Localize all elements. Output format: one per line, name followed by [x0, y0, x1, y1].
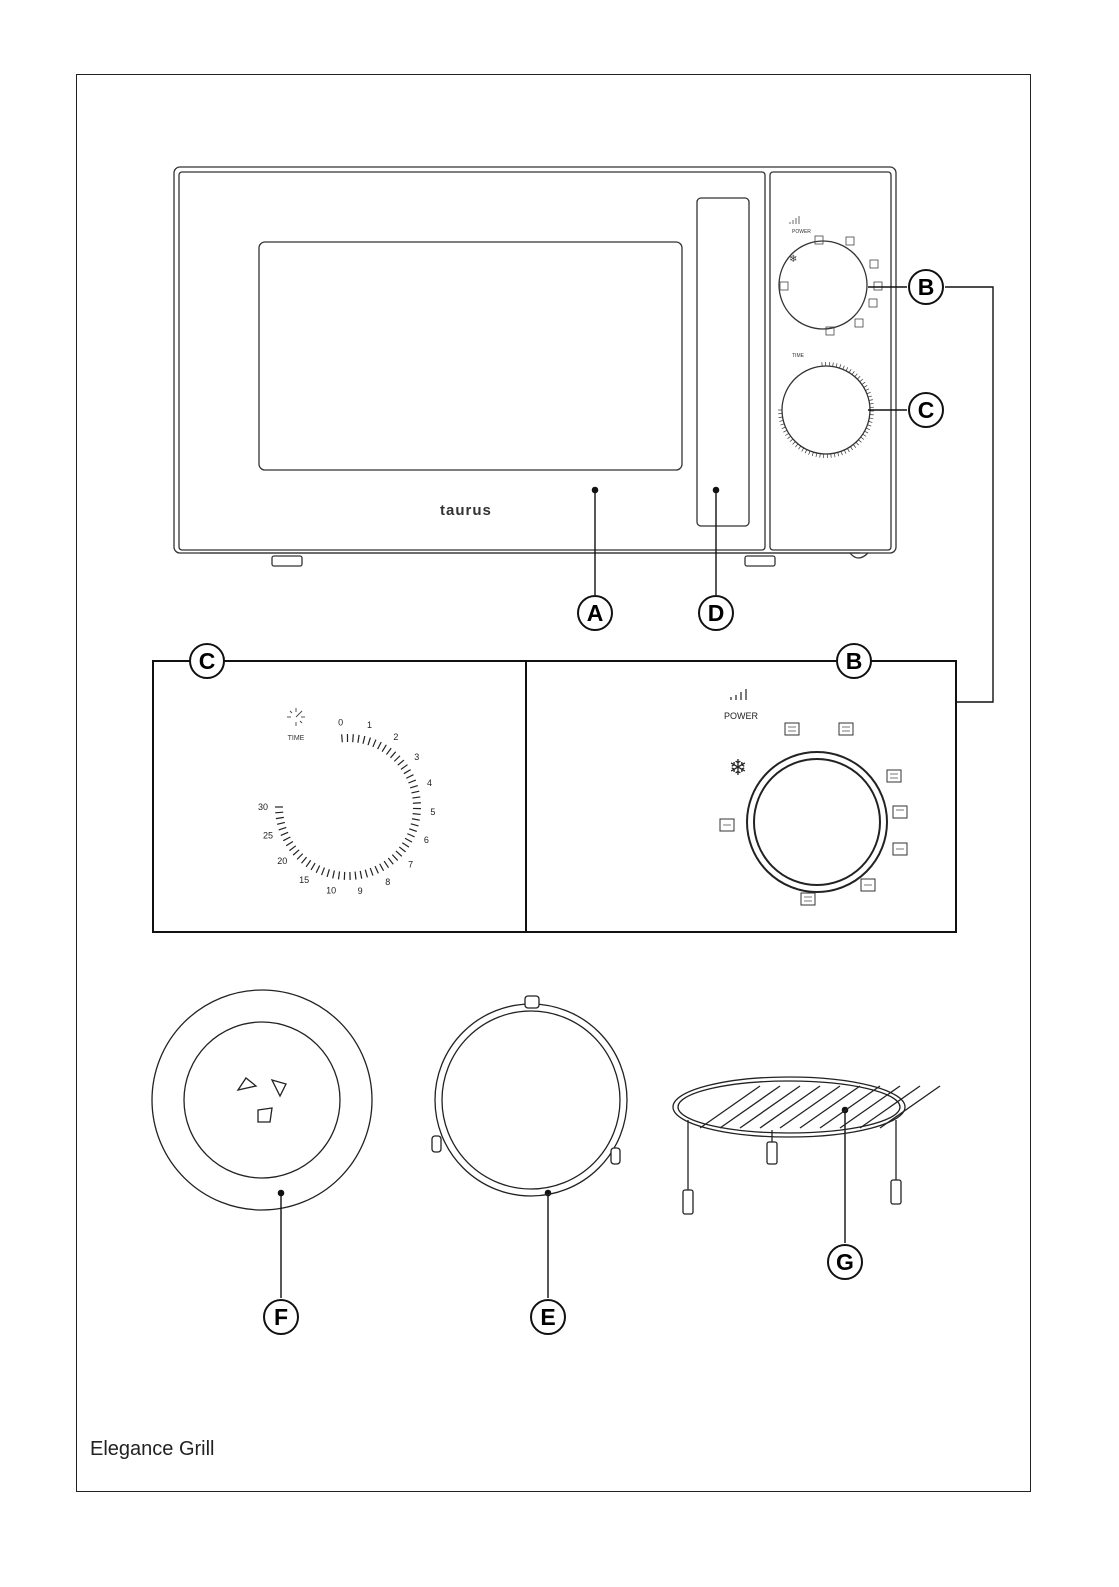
timer-tick — [858, 440, 861, 443]
svg-text:C: C — [917, 397, 935, 423]
timer-tick — [368, 738, 370, 746]
door-window — [259, 242, 682, 470]
callout-a — [578, 596, 612, 630]
timer-tick — [847, 448, 849, 451]
timer-tick — [297, 854, 303, 860]
svg-text:D: D — [707, 600, 725, 626]
callout-b-panel — [837, 644, 871, 678]
timer-tick — [373, 740, 376, 747]
timer-tick — [802, 448, 804, 451]
timer-scale-number: 7 — [408, 859, 414, 870]
timer-tick — [281, 832, 288, 835]
timer-tick — [360, 871, 362, 879]
timer-tick — [322, 868, 325, 875]
timer-tick — [342, 734, 343, 742]
small-timer-ticks — [778, 362, 874, 458]
model-name: Elegance Grill — [90, 1438, 215, 1460]
timer-tick — [276, 817, 284, 818]
callout-f — [264, 1300, 298, 1334]
callout-d — [699, 596, 733, 630]
small-power-label: POWER — [792, 229, 811, 235]
timer-tick — [392, 855, 397, 861]
timer-tick — [783, 430, 787, 432]
svg-text:F: F — [273, 1304, 289, 1330]
timer-scale-number: 30 — [257, 802, 269, 812]
timer-tick — [399, 847, 405, 852]
timer-tick — [867, 425, 871, 426]
roller-ring — [432, 996, 627, 1196]
timer-scale-number: 1 — [366, 719, 372, 730]
timer-tick — [852, 371, 854, 374]
timer-tick — [787, 436, 790, 438]
timer-scale-number: 25 — [262, 830, 273, 841]
timer-tick — [863, 434, 866, 436]
timer-tick — [311, 863, 315, 870]
timer-tick — [404, 770, 411, 774]
timer-tick — [798, 446, 800, 449]
timer-tick — [867, 392, 871, 393]
combi-mode-icon — [801, 893, 815, 905]
timer-tick — [411, 824, 419, 826]
timer-tick — [279, 827, 287, 830]
timer-tick — [394, 756, 400, 762]
timer-scale-number: 6 — [423, 835, 429, 846]
svg-text:B: B — [845, 648, 863, 674]
timer-tick — [865, 431, 869, 433]
timer-scale-number: 5 — [430, 806, 436, 817]
grill-rack — [673, 1077, 940, 1214]
timer-tick — [275, 812, 283, 813]
timer-tick — [841, 451, 842, 455]
timer-tick — [370, 868, 373, 876]
time-label: TIME — [287, 735, 305, 742]
callout-c-panel — [190, 644, 224, 678]
detail-panels — [153, 661, 956, 932]
timer-scale-number: 2 — [393, 731, 399, 742]
timer-tick — [353, 734, 354, 742]
timer-tick — [833, 363, 834, 367]
timer-tick — [870, 403, 874, 404]
timer-tick — [816, 453, 817, 457]
glass-tray — [152, 990, 372, 1210]
timer-tick — [866, 428, 870, 430]
small-time-label: TIME — [792, 353, 804, 359]
power-label: POWER — [723, 711, 759, 721]
timer-scale-number: 4 — [427, 777, 433, 788]
brand-logo: taurus — [440, 502, 492, 519]
timer-tick — [793, 442, 796, 445]
svg-text:B: B — [917, 274, 935, 300]
timer-tick — [358, 735, 359, 743]
svg-text:E: E — [540, 1304, 556, 1330]
timer-knob — [782, 366, 870, 454]
timer-scale-numbers — [258, 717, 435, 896]
callout-c-top — [909, 393, 943, 427]
timer-tick — [790, 439, 793, 442]
timer-scale-number: 10 — [326, 885, 337, 896]
timer-tick — [277, 822, 285, 824]
timer-tick — [355, 872, 356, 880]
timer-tick — [396, 851, 402, 856]
small-snowflake-icon: ❄ — [789, 254, 798, 265]
timer-tick — [869, 418, 873, 419]
door-handle — [697, 198, 749, 526]
timer-tick — [289, 846, 295, 851]
timer-tick — [864, 385, 867, 387]
timer-tick — [316, 866, 319, 873]
callout-g — [828, 1245, 862, 1279]
timer-tick — [779, 417, 783, 418]
timer-scale-number: 9 — [357, 886, 363, 897]
timer-tick — [402, 843, 409, 847]
grill-mode-icon — [887, 770, 901, 782]
timer-tick — [391, 752, 396, 758]
defrost-snowflake-icon: ❄ — [728, 755, 748, 780]
timer-scale-number: 3 — [414, 751, 420, 762]
timer-tick — [868, 396, 872, 397]
timer-tick — [410, 786, 418, 788]
timer-tick — [375, 866, 378, 873]
timer-tick — [384, 861, 388, 868]
timer-tick — [401, 765, 408, 770]
timer-tick — [840, 364, 841, 368]
timer-tick — [846, 367, 848, 371]
timer-tick — [809, 451, 810, 455]
timer-tick — [795, 444, 798, 447]
timer-tick — [380, 864, 384, 871]
timer-tick — [338, 871, 339, 879]
timer-tick — [412, 797, 420, 798]
timer-tick — [861, 437, 864, 439]
svg-text:G: G — [836, 1249, 854, 1275]
timer-scale-number: 15 — [299, 874, 310, 885]
timer-tick — [412, 819, 420, 820]
timer-tick — [409, 829, 417, 832]
microwave-mode-icon — [785, 723, 799, 735]
timer-tick — [849, 369, 851, 372]
timer-tick — [283, 837, 290, 841]
timer-tick — [365, 870, 367, 878]
callout-b-top — [909, 270, 943, 304]
timer-clock-icon — [287, 708, 305, 726]
timer-tick — [855, 374, 858, 377]
timer-tick — [408, 780, 415, 783]
timer-tick — [406, 775, 413, 779]
control-panel — [770, 172, 891, 550]
timer-tick — [856, 442, 859, 445]
timer-tick — [834, 453, 835, 457]
timer-tick — [382, 745, 386, 752]
timer-tick — [785, 433, 788, 435]
microwave-mode-icon — [839, 723, 853, 735]
timer-tick — [286, 842, 293, 846]
timer-tick — [812, 452, 813, 456]
timer-tick — [293, 850, 299, 855]
timer-tick — [306, 860, 311, 867]
power-bars-icon — [731, 689, 746, 700]
timer-tick — [780, 424, 784, 425]
timer-tick — [844, 450, 846, 454]
power-dial — [747, 752, 887, 892]
timer-tick — [843, 366, 845, 370]
grill-mode-icon — [893, 806, 907, 818]
timer-tick — [782, 427, 786, 429]
microwave-illustration — [174, 167, 896, 566]
timer-tick — [386, 748, 391, 754]
svg-text:C: C — [198, 648, 216, 674]
timer-tick — [413, 814, 421, 815]
timer-tick — [398, 760, 404, 765]
timer-tick — [850, 447, 852, 450]
timer-tick — [779, 420, 783, 421]
timer-tick — [301, 857, 306, 863]
timer-tick — [411, 791, 419, 793]
timer-tick — [853, 445, 855, 448]
svg-text:A: A — [586, 600, 604, 626]
timer-tick — [869, 421, 873, 422]
timer-tick — [836, 363, 837, 367]
timer-tick — [862, 382, 865, 384]
timer-scale-number: 8 — [385, 877, 391, 888]
timer-scale-number: 0 — [338, 717, 344, 728]
timer-tick — [378, 742, 382, 749]
timer-tick — [388, 858, 393, 864]
timer-tick — [805, 450, 807, 454]
timer-tick — [865, 389, 869, 391]
timer-tick — [327, 869, 329, 877]
timer-tick — [869, 400, 873, 401]
timer-scale-ticks — [275, 731, 421, 880]
timer-tick — [857, 376, 860, 379]
callout-e — [531, 1300, 565, 1334]
timer-tick — [363, 736, 365, 744]
timer-tick — [860, 379, 863, 382]
timer-tick — [838, 452, 839, 456]
timer-tick — [405, 838, 412, 842]
timer-tick — [407, 834, 414, 837]
timer-scale-number: 20 — [277, 855, 288, 866]
timer-tick — [333, 871, 335, 879]
